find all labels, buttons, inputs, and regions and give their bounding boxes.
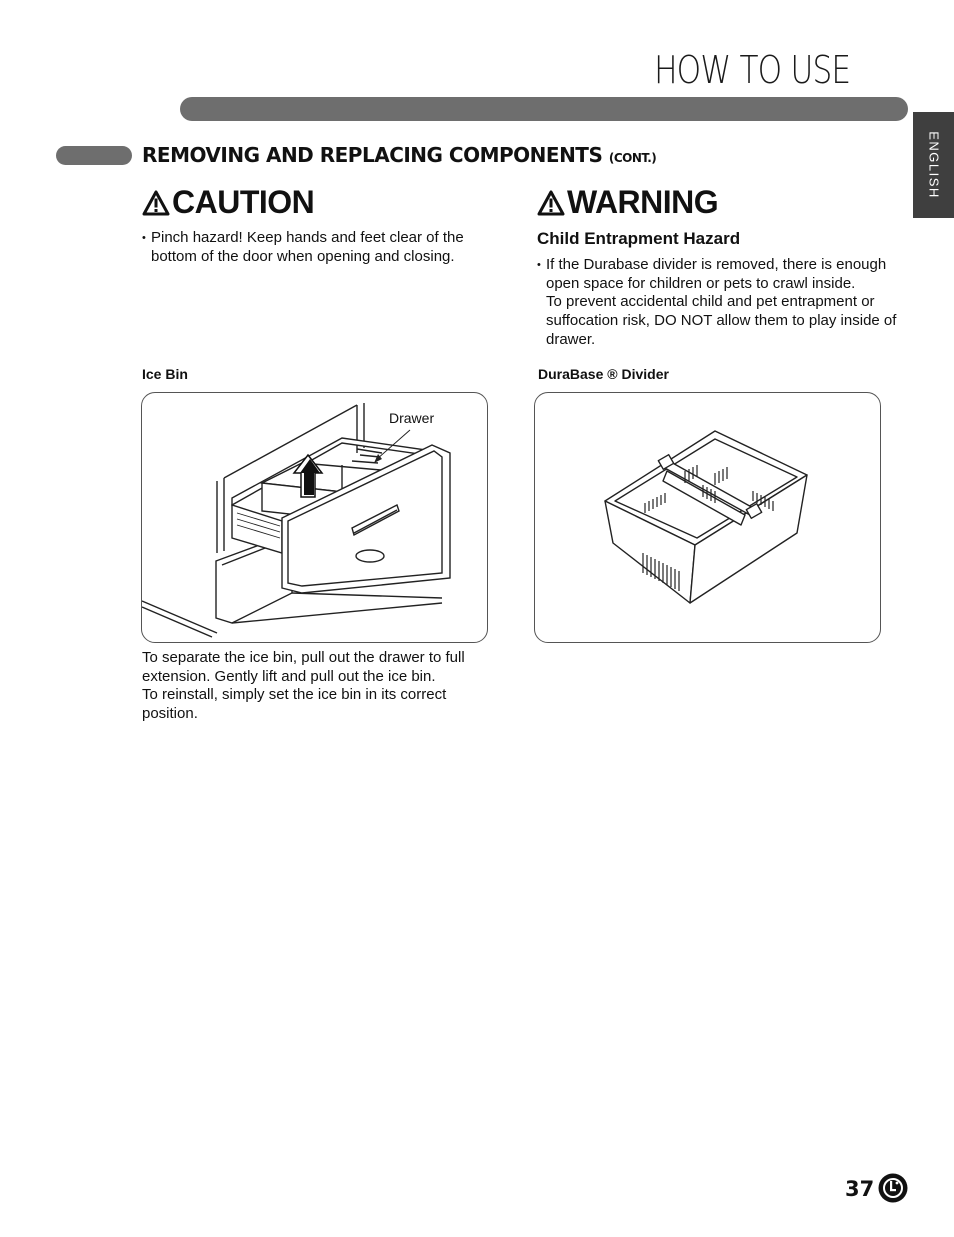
section-title-text: REMOVING AND REPLACING COMPONENTS [142, 143, 603, 167]
language-tab [913, 112, 954, 218]
divider-figure [534, 392, 881, 643]
warning-heading [537, 184, 718, 221]
section-title-cont: (CONT.) [608, 151, 657, 165]
warning-body: • If the Durabase divider is removed, there is enough open space for children or pets to crawl inside. To prevent accidental child and pet entrapment or suffocation risk, DO NOT allow them to play inside of drawer. [537, 256, 907, 350]
drawer-label: Drawer [389, 410, 435, 426]
section-title [142, 143, 656, 167]
instructions [142, 649, 487, 724]
caution-text: Pinch hazard! Keep hands and feet clear of the bottom of the door when opening and closing. [151, 229, 464, 265]
warning-heading-text: WARNING [567, 184, 719, 220]
caution-heading-text: CAUTION [172, 184, 315, 220]
warning-triangle-icon [537, 190, 565, 216]
ice-bin-caption: Ice Bin [142, 366, 188, 382]
section-marker [56, 146, 132, 165]
durabase-divider-illustration [535, 393, 880, 642]
divider-caption: DuraBase ® Divider [538, 366, 669, 382]
ice-bin-figure [141, 392, 488, 643]
lg-logo-icon [878, 1173, 908, 1203]
page-number: 37 [845, 1177, 875, 1201]
caution-heading [142, 184, 314, 221]
warning-subheading: Child Entrapment Hazard [537, 229, 741, 248]
instructions-line-2: To reinstall, simply set the ice bin in its correct position. [142, 686, 447, 723]
ice-bin-illustration [142, 393, 487, 642]
warning-text-2: To prevent accidental child and pet entrapment or suffocation risk, DO NOT allow them to play inside of drawer. [546, 293, 897, 348]
caution-bullet: • Pinch hazard! Keep hands and feet clear of the bottom of the door when opening and closing. [142, 229, 487, 266]
language-tab-label: ENGLISH [926, 131, 941, 199]
warning-text-1: If the Durabase divider is removed, there is enough open space for children or pets to crawl inside. [546, 256, 887, 292]
warning-triangle-icon [142, 190, 170, 216]
instructions-line-1: To separate the ice bin, pull out the drawer to full extension. Gently lift and pull out the ice bin. [142, 649, 465, 685]
header-bar [180, 97, 908, 121]
page-title: HOW TO USE [653, 48, 850, 92]
